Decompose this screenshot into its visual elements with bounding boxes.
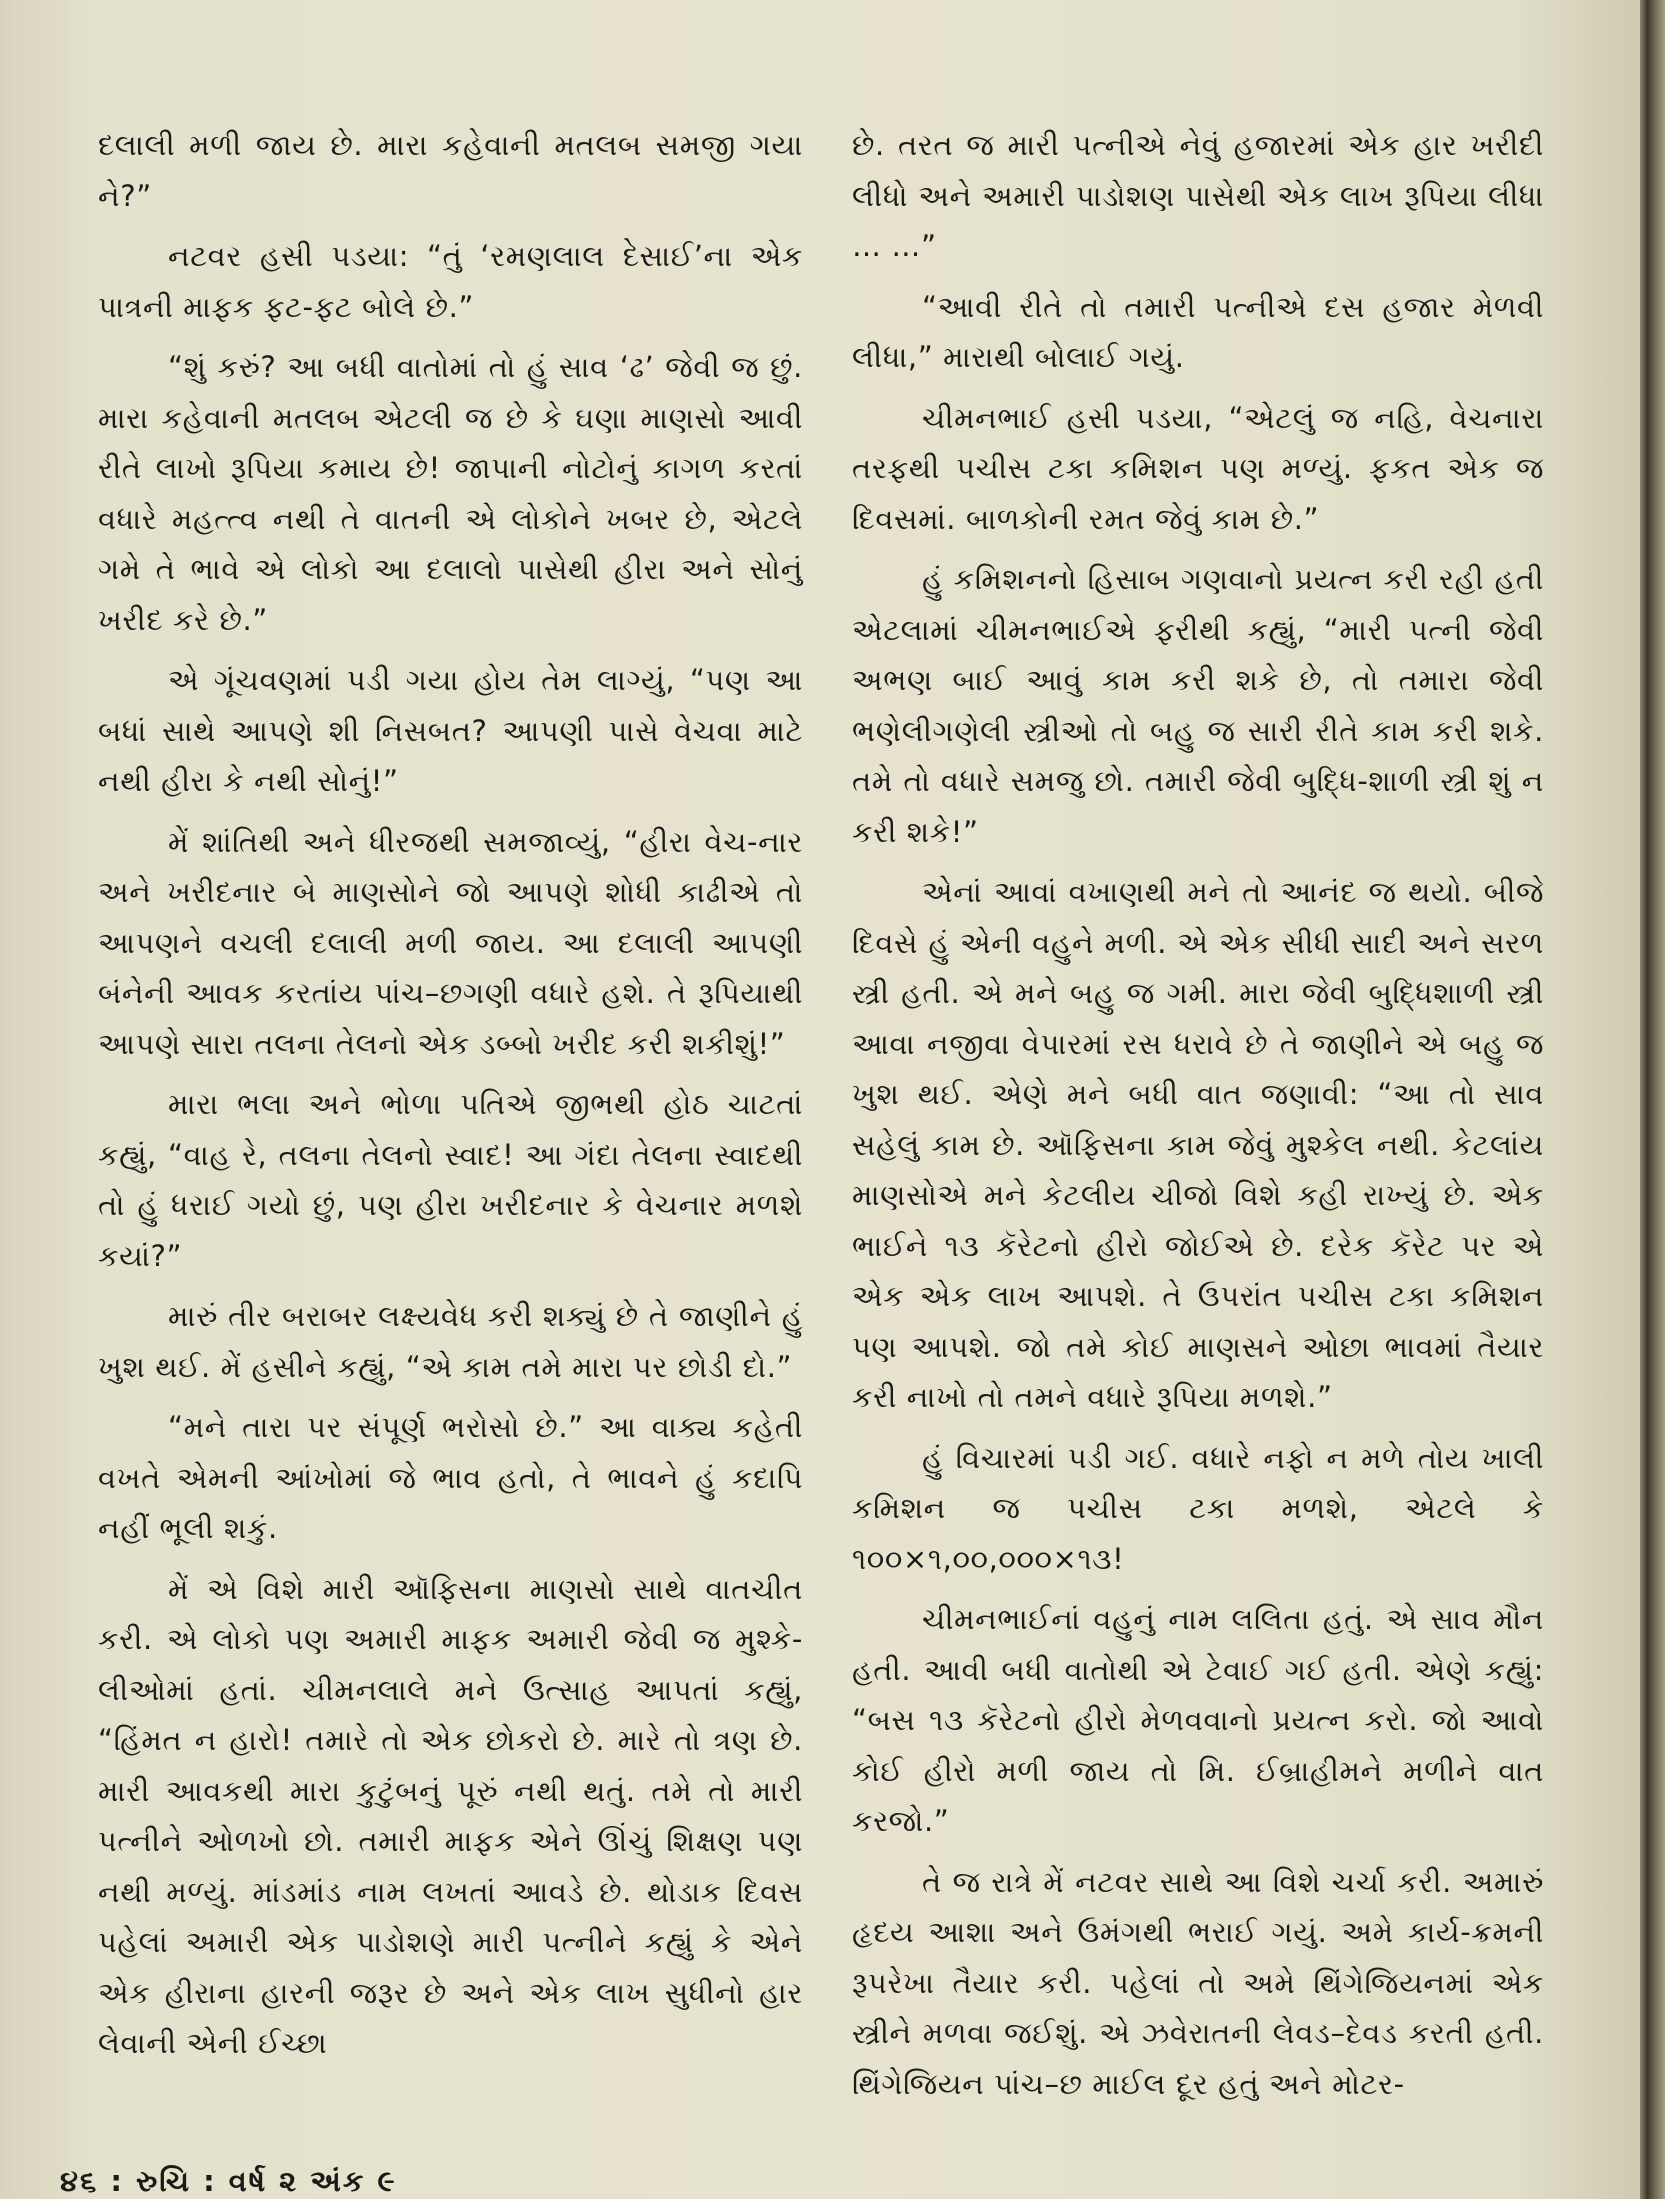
paragraph: દલાલી મળી જાય છે. મારા કહેવાની મતલબ સમજી ગયા ને?”: [98, 128, 803, 213]
right-column: [852, 120, 1544, 2119]
page-footer: ૪૬ : રુચિ : વર્ષ ૨ અંક ૯: [60, 2164, 397, 2198]
paragraph: મારું તીર બરાબર લક્ષ્યવેધ કરી શક્યું છે તે જાણીને હું ખુશ થઈ. મેં હસીને કહ્યું, “એ કામ તમે મારા પર છોડી દો.”: [98, 1299, 803, 1384]
left-column: [98, 120, 803, 2079]
paragraph: હું કમિશનનો હિસાબ ગણવાનો પ્રયત્ન કરી રહી હતી એટલામાં ચીમનભાઈએ ફરીથી કહ્યું, “મારી પત્ની જેવી અભણ બાઈ આવું કામ કરી શકે છે, તો તમારા જેવી ભણેલીગણેલી સ્ત્રીઓ તો બહુ જ સારી રીતે કામ કરી શકે. તમે તો વધારે સમજુ છો. તમારી જેવી બુદ્ધિ-શાળી સ્ત્રી શું ન કરી શકે!”: [852, 562, 1544, 849]
paragraph: હું વિચારમાં પડી ગઈ. વધારે નફો ન મળે તોય ખાલી કમિશન જ પચીસ ટકા મળશે, એટલે કે ૧૦૦×૧,૦૦,૦૦૦×૧૩!: [852, 1440, 1544, 1576]
page-edge: [1640, 0, 1665, 2199]
paragraph: મેં એ વિશે મારી ઑફિસના માણસો સાથે વાતચીત કરી. એ લોકો પણ અમારી માફક અમારી જેવી જ મુશ્કે-લીઓમાં હતાં. ચીમનલાલે મને ઉત્સાહ આપતાં કહ્યું, “હિંમત ન હારો! તમારે તો એક છોકરો છે. મારે તો ત્રણ છે. મારી આવકથી મારા કુટુંબનું પૂરું નથી થતું. તમે તો મારી પત્નીને ઓળખો છો. તમારી માફક એને ઊંચું શિક્ષણ પણ નથી મળ્યું. માંડમાંડ નામ લખતાં આવડે છે. થોડાક દિવસ પહેલાં અમારી એક પાડોશણે મારી પત્નીને કહ્યું કે એને એક હીરાના હારની જરૂર છે અને એક લાખ સુધીનો હાર લેવાની એની ઈચ્છા: [98, 1571, 803, 2060]
paragraph: “શું કરું? આ બધી વાતોમાં તો હું સાવ ‘ઢ’ જેવી જ છું. મારા કહેવાની મતલબ એટલી જ છે કે ઘણા માણસો આવી રીતે લાખો રૂપિયા કમાય છે! જાપાની નોટોનું કાગળ કરતાં વધારે મહત્ત્વ નથી તે વાતની એ લોકોને ખબર છે, એટલે ગમે તે ભાવે એ લોકો આ દલાલો પાસેથી હીરા અને સોનું ખરીદ કરે છે.”: [98, 350, 803, 637]
paragraph: એનાં આવાં વખાણથી મને તો આનંદ જ થયો. બીજે દિવસે હું એની વહુને મળી. એ એક સીધી સાદી અને સરળ સ્ત્રી હતી. એ મને બહુ જ ગમી. મારા જેવી બુદ્ધિશાળી સ્ત્રી આવા નજીવા વેપારમાં રસ ધરાવે છે તે જાણીને એ બહુ જ ખુશ થઈ. એણે મને બધી વાત જણાવી: “આ તો સાવ સહેલું કામ છે. ઑફિસના કામ જેવું મુશ્કેલ નથી. કેટલાંય માણસોએ મને કેટલીય ચીજો વિશે કહી રાખ્યું છે. એક ભાઈને ૧૩ કૅરેટનો હીરો જોઈએ છે. દરેક કૅરેટ પર એ એક એક લાખ આપશે. તે ઉપરાંત પચીસ ટકા કમિશન પણ આપશે. જો તમે કોઈ માણસને ઓછા ભાવમાં તૈયાર કરી નાખો તો તમને વધારે રૂપિયા મળશે.”: [852, 875, 1544, 1414]
paragraph: ચીમનભાઈ હસી પડયા, “એટલું જ નહિ, વેચનારા તરફથી પચીસ ટકા કમિશન પણ મળ્યું. ફકત એક જ દિવસમાં. બાળકોની રમત જેવું કામ છે.”: [852, 400, 1544, 536]
paragraph: મારા ભલા અને ભોળા પતિએ જીભથી હોઠ ચાટતાં કહ્યું, “વાહ રે, તલના તેલનો સ્વાદ! આ ગંદા તેલના સ્વાદથી તો હું ધરાઈ ગયો છું, પણ હીરા ખરીદનાર કે વેચનાર મળશે કયાં?”: [98, 1087, 803, 1273]
paragraph: “મને તારા પર સંપૂર્ણ ભરોસો છે.” આ વાક્ય કહેતી વખતે એમની આંખોમાં જે ભાવ હતો, તે ભાવને હું કદાપિ નહીં ભૂલી શકું.: [98, 1410, 803, 1545]
paragraph: મેં શાંતિથી અને ધીરજથી સમજાવ્યું, “હીરા વેચ-નાર અને ખરીદનાર બે માણસોને જો આપણે શોધી કાઢીએ તો આપણને વચલી દલાલી મળી જાય. આ દલાલી આપણી બંનેની આવક કરતાંય પાંચ–છગણી વધારે હશે. તે રૂપિયાથી આપણે સારા તલના તેલનો એક ડબ્બો ખરીદ કરી શકીશું!”: [98, 824, 803, 1061]
paragraph: “આવી રીતે તો તમારી પત્નીએ દસ હજાર મેળવી લીધા,” મારાથી બોલાઈ ગયું.: [852, 289, 1544, 374]
paragraph: નટવર હસી પડયા: “તું ‘રમણલાલ દેસાઈ’ના એક પાત્રની માફક ફટ-ફટ બોલે છે.”: [98, 239, 803, 324]
paragraph: છે. તરત જ મારી પત્નીએ નેવું હજારમાં એક હાર ખરીદી લીધો અને અમારી પાડોશણ પાસેથી એક લાખ રૂપિયા લીધા … …”: [852, 128, 1544, 263]
paragraph: ચીમનભાઈનાં વહુનું નામ લલિતા હતું. એ સાવ મૌન હતી. આવી બધી વાતોથી એ ટેવાઈ ગઈ હતી. એણે કહ્યું: “બસ ૧૩ કૅરેટનો હીરો મેળવવાનો પ્રયત્ન કરો. જો આવો કોઈ હીરો મળી જાય તો મિ. ઈબ્રાહીમને મળીને વાત કરજો.”: [852, 1602, 1544, 1838]
paragraph: એ ગૂંચવણમાં પડી ગયા હોય તેમ લાગ્યું, “પણ આ બધાં સાથે આપણે શી નિસબત? આપણી પાસે વેચવા માટે નથી હીરા કે નથી સોનું!”: [98, 663, 803, 798]
paragraph: તે જ રાત્રે મેં નટવર સાથે આ વિશે ચર્ચા કરી. અમારું હૃદય આશા અને ઉમંગથી ભરાઈ ગયું. અમે કાર્ય-ક્રમની રૂપરેખા તૈયાર કરી. પહેલાં તો અમે થિંગેજિયનમાં એક સ્ત્રીને મળવા જઈશું. એ ઝવેરાતની લેવડ–દેવડ કરતી હતી. થિંગેજિયન પાંચ–છ માઈલ દૂર હતું અને મોટર-: [852, 1864, 1544, 2101]
